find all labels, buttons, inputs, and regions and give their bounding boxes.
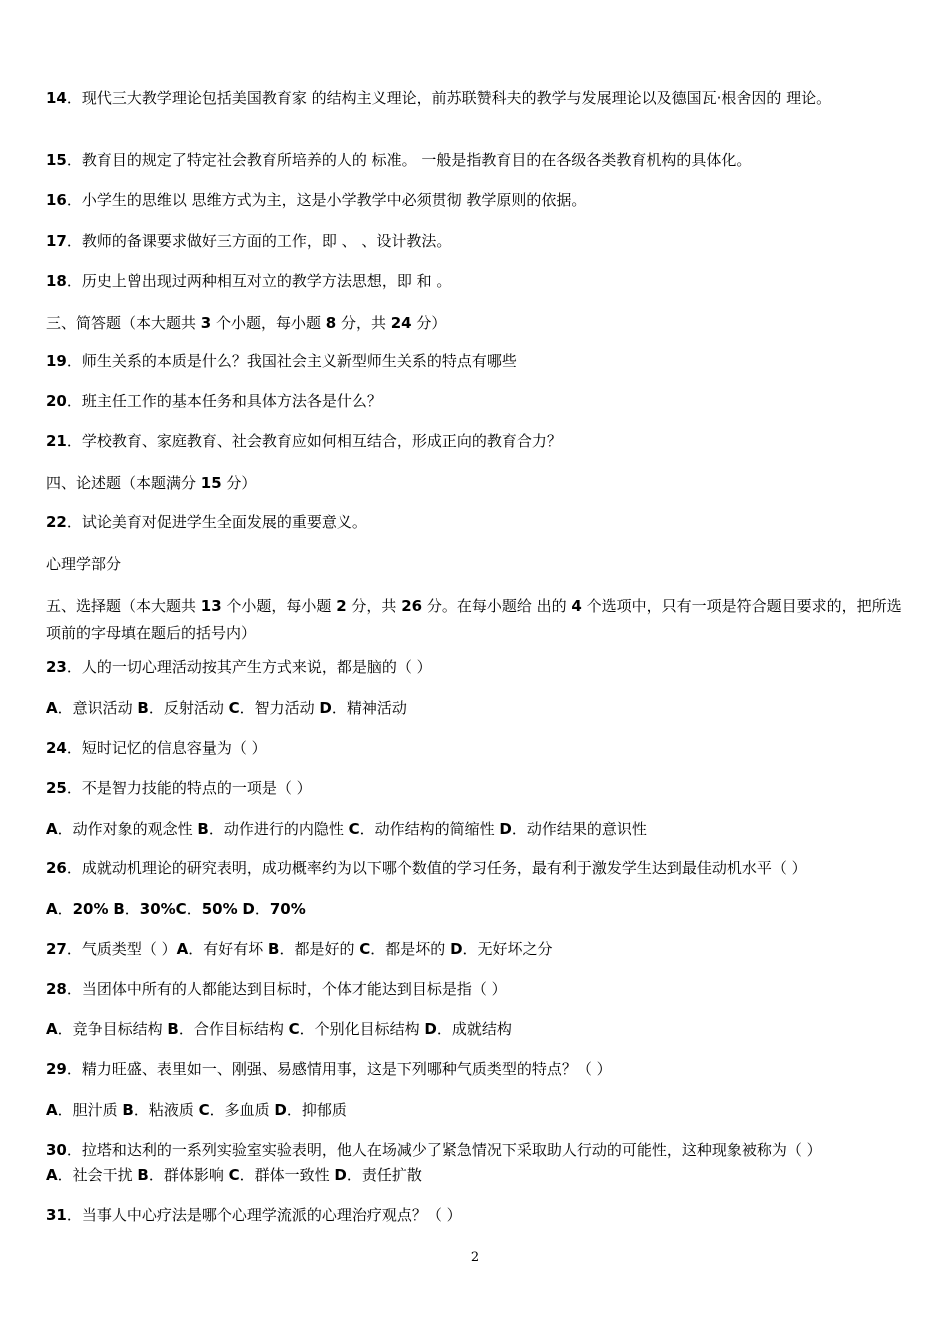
text-line: 22．试论美育对促进学生全面发展的重要意义。 bbox=[46, 513, 367, 531]
text-line: 三、简答题（本大题共 3 个小题，每小题 8 分，共 24 分） bbox=[46, 314, 447, 332]
text-line: A．社会干扰 B．群体影响 C．群体一致性 D．责任扩散 bbox=[46, 1166, 422, 1184]
text-line: A．20% B．30%C．50% D．70% bbox=[46, 900, 306, 918]
text-line: 19．师生关系的本质是什么？我国社会主义新型师生关系的特点有哪些 bbox=[46, 352, 517, 370]
text-line: 25．不是智力技能的特点的一项是（ ） bbox=[46, 779, 312, 797]
text-line: A．意识活动 B．反射活动 C．智力活动 D．精神活动 bbox=[46, 699, 407, 717]
text-line: 17．教师的备课要求做好三方面的工作，即 、 、设计教法。 bbox=[46, 232, 452, 250]
text-line: 16．小学生的思维以 思维方式为主，这是小学教学中必须贯彻 教学原则的依据。 bbox=[46, 191, 587, 209]
text-line: 26．成就动机理论的研究表明，成功概率约为以下哪个数值的学习任务，最有利于激发学生达到最佳动机水平（ ） bbox=[46, 859, 807, 877]
text-line: 15．教育目的规定了特定社会教育所培养的人的 标准。 一般是指教育目的在各级各类教育机构的具体化。 bbox=[46, 151, 752, 169]
text-line: 23．人的一切心理活动按其产生方式来说，都是脑的（ ） bbox=[46, 658, 432, 676]
text-line: 20．班主任工作的基本任务和具体方法各是什么？ bbox=[46, 392, 382, 410]
text-line: A．胆汁质 B．粘液质 C．多血质 D．抑郁质 bbox=[46, 1101, 347, 1119]
text-line: 30．拉塔和达利的一系列实验室实验表明，他人在场减少了紧急情况下采取助人行动的可能性，这种现象被称为（ ） bbox=[46, 1141, 822, 1159]
text-line: 29．精力旺盛、表里如一、刚强、易感情用事，这是下列哪种气质类型的特点？（ ） bbox=[46, 1060, 612, 1078]
page-number: 2 bbox=[470, 1250, 480, 1265]
text-line: 18．历史上曾出现过两种相互对立的教学方法思想，即 和 。 bbox=[46, 272, 452, 290]
text-line: 五、选择题（本大题共 13 个小题，每小题 2 分，共 26 分。在每小题给 出的 4 个选项中，只有一项是符合题目要求的，把所选项前的字母填在题后的括号内） bbox=[46, 597, 902, 642]
text-line: 28．当团体中所有的人都能达到目标时，个体才能达到目标是指（ ） bbox=[46, 980, 507, 998]
text-line: 31．当事人中心疗法是哪个心理学流派的心理治疗观点？（ ） bbox=[46, 1206, 462, 1224]
text-line: 14．现代三大教学理论包括美国教育家 的结构主义理论，前苏联赞科夫的教学与发展理论以及德国瓦·根舍因的 理论。 bbox=[46, 89, 832, 107]
text-line: 四、论述题（本题满分 15 分） bbox=[46, 474, 257, 492]
text-line: A．竞争目标结构 B．合作目标结构 C．个别化目标结构 D．成就结构 bbox=[46, 1020, 512, 1038]
text-line: 27．气质类型（ ）A．有好有坏 B．都是好的 C．都是坏的 D．无好坏之分 bbox=[46, 940, 553, 958]
text-line: 24．短时记忆的信息容量为（ ） bbox=[46, 739, 267, 757]
text-line: 心理学部分 bbox=[46, 555, 122, 573]
text-line: 21．学校教育、家庭教育、社会教育应如何相互结合，形成正向的教育合力？ bbox=[46, 432, 562, 450]
text-line: A．动作对象的观念性 B．动作进行的内隐性 C．动作结构的简缩性 D．动作结果的意识性 bbox=[46, 820, 647, 838]
